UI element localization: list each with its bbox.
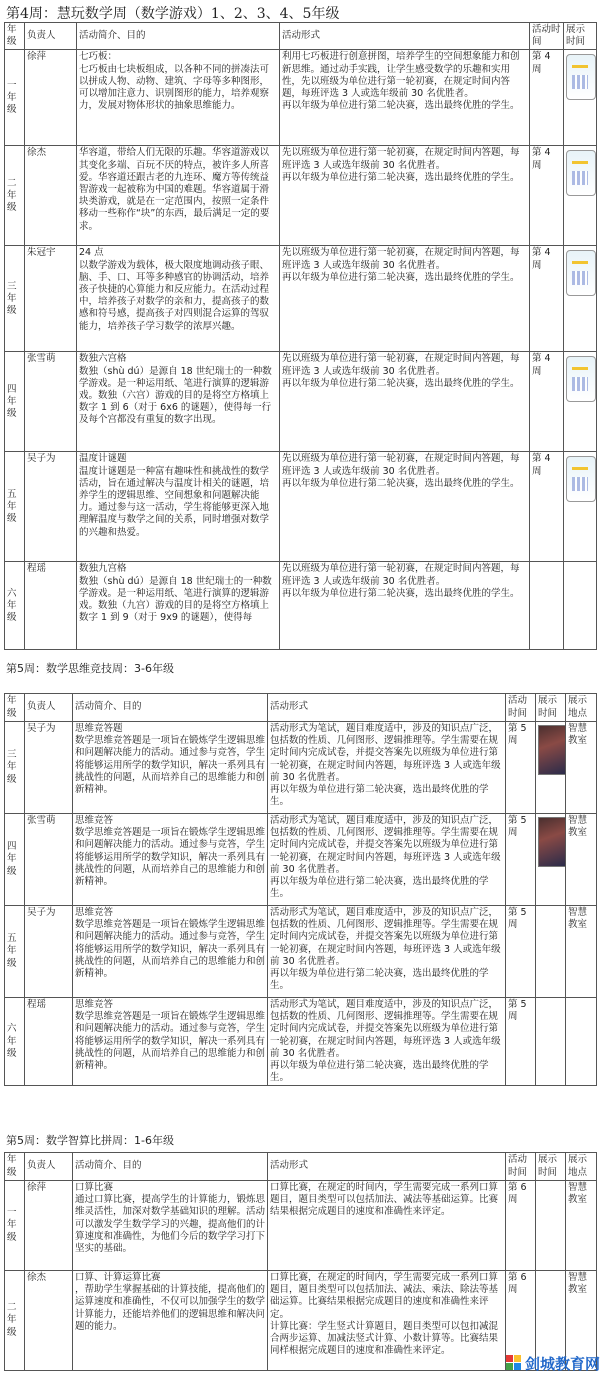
show-cell <box>536 998 566 1086</box>
table-row <box>5 246 597 352</box>
phone-screenshot-image <box>566 456 596 502</box>
header-owner: 负责人 <box>25 694 73 722</box>
owner-cell: 朱冠宇 <box>25 246 77 352</box>
grade-cell: 二年级 <box>5 146 25 246</box>
time-cell: 第 5 周 <box>506 998 536 1086</box>
time-cell: 第 4 周 <box>530 246 564 352</box>
grade-cell: 三年级 <box>5 722 25 814</box>
activity-intro: 数学思维竞答题是一项旨在锻炼学生逻辑思维和问题解决能力的活动。通过参与竞答，学生将能够运用所学的数学知识，解决一系列具有挑战性的问题，从而培养自己的思维能力和创新精神。 <box>75 735 266 796</box>
time-cell: 第 6 周 <box>506 1181 536 1271</box>
header-intro: 活动简介、目的 <box>77 23 280 50</box>
activity-name: 24 点 <box>79 247 104 259</box>
form-cell: 先以班级为单位进行第一轮初赛，在规定时间内答题，每班评选 3 人或选年级前 30 名优胜者。 再以年级为单位进行第二轮决赛，选出最终优胜的学生。 <box>280 246 530 352</box>
header-intro: 活动简介、目的 <box>73 694 268 722</box>
owner-cell: 徐萍 <box>25 50 77 146</box>
time-cell <box>530 562 564 650</box>
section-3-title: 第5周：数学智算比拼周：1-6年级 <box>6 1134 174 1147</box>
intro-cell <box>77 352 280 452</box>
owner-cell: 张雪萌 <box>25 352 77 452</box>
intro-cell <box>77 452 280 562</box>
intro-cell <box>73 814 268 906</box>
place-cell: 智慧教室 <box>566 1271 597 1371</box>
section-1-title: 第4周：慧玩数学周（数学游戏）1、2、3、4、5年级 <box>6 6 340 22</box>
table-row <box>5 452 597 562</box>
phone-screenshot-image <box>566 250 596 296</box>
event-photo-image <box>538 725 566 775</box>
form-cell: 口算比赛，在规定的时间内，学生需要完成一系列口算题目，题目类型可以包括加法、减法等基础运算。比赛结果根据完成题目的速度和准确性来评定。 <box>268 1181 506 1271</box>
activity-name: 口算比赛 <box>75 1182 114 1193</box>
time-cell: 第 4 周 <box>530 352 564 452</box>
activity-name: 温度计谜题 <box>79 453 127 465</box>
form-cell: 活动形式为笔试，题目难度适中，涉及的知识点广泛，包括数的性质、几何图形、逻辑推理等。学生需要在规定时间内完成试卷，并提交答案先以班级为单位进行第一轮初赛，在规定时间内答题，每班评选 3 人或选年级前 30 名优胜者。 再以年级为单位进行第二轮决赛，选出最终优胜的学生。 <box>268 814 506 906</box>
header-form: 活动形式 <box>280 23 530 50</box>
activity-name: 思维竞答 <box>75 999 114 1010</box>
show-cell <box>536 906 566 998</box>
grade-cell: 四年级 <box>5 352 25 452</box>
logo-icon <box>506 1355 522 1371</box>
place-cell <box>566 998 597 1086</box>
form-cell: 先以班级为单位进行第一轮初赛，在规定时间内答题，每班评选 3 人或选年级前 30 名优胜者。 再以年级为单位进行第二轮决赛，选出最终优胜的学生。 <box>280 352 530 452</box>
show-cell <box>536 814 566 906</box>
activity-intro: 温度计谜题是一种富有趣味性和挑战性的数学活动，旨在通过解决与温度计相关的谜题，培养学生的逻辑思维、空间想象和问题解决能力。通过参与这一活动，学生将能够更深入地理解温度与数学之间的关系，同时增强对数学的兴趣和热爱。 <box>79 465 270 538</box>
intro-cell <box>73 722 268 814</box>
place-cell: 智慧教室 <box>566 722 597 814</box>
show-cell <box>564 352 597 452</box>
table-row <box>5 352 597 452</box>
time-cell: 第 4 周 <box>530 146 564 246</box>
header-intro: 活动简介、目的 <box>73 1153 268 1181</box>
form-cell: 先以班级为单位进行第一轮初赛，在规定时间内答题，每班评选 3 人或选年级前 30 名优胜者。 再以年级为单位进行第二轮决赛，选出最终优胜的学生。 <box>280 452 530 562</box>
header-grade: 年级 <box>5 1153 25 1181</box>
table-row <box>5 722 597 814</box>
header-show-time: 展示时间 <box>536 694 566 722</box>
header-grade: 年级 <box>5 23 25 50</box>
activity-intro: 数独（shù dú）是源自 18 世纪瑞士的一种数学游戏。是一种运用纸、笔进行演算的逻辑游戏。数独（六宫）游戏的目的是将空方格填上数字 1 到 6（对于 6x6 的谜题），使得每一行及每个宫都没有重复的数字出现。 <box>79 365 272 426</box>
place-cell: 智慧教室 <box>566 1181 597 1271</box>
owner-cell: 程瑶 <box>25 562 77 650</box>
show-cell <box>536 722 566 814</box>
form-cell: 口算比赛，在规定的时间内，学生需要完成一系列口算题目，题目类型可以包括加法、减法、乘法、除法等基础运算。比赛结果根据完成题目的速度和准确性来评定。 计算比赛：学生竖式计算题目，题目类型可以包扣减混合两步运算、加减法竖式计算、小数计算等。比赛结果同样根据完成题目的速度和准确性来评定。 <box>268 1271 506 1371</box>
activity-intro: 七巧板由七块板组成，以各种不同的拼凑法可以拼成人物、动物、建筑、字母等多种图形，可以增加注意力、识别图形的能力，培养观察力，发展对物体形状的抽象思维能力。 <box>79 63 270 112</box>
show-cell <box>564 246 597 352</box>
phone-screenshot-image <box>566 54 596 100</box>
show-cell <box>564 562 597 650</box>
show-cell <box>564 452 597 562</box>
activity-intro: ，帮助学生掌握基础的计算技能，提高他们的运算速度和准确性，不仅可以加强学生的数学计算能力，还能培养他们的逻辑思维和解决问题的能力。 <box>75 1284 266 1332</box>
event-photo-image <box>538 817 566 867</box>
time-cell: 第 5 周 <box>506 814 536 906</box>
table-row <box>5 814 597 906</box>
grade-cell: 五年级 <box>5 906 25 998</box>
owner-cell: 徐杰 <box>25 146 77 246</box>
grade-cell: 五年级 <box>5 452 25 562</box>
header-time: 活动时间 <box>506 694 536 722</box>
phone-screenshot-image <box>566 150 596 196</box>
section-2-table <box>4 693 597 1086</box>
grade-cell: 一年级 <box>5 1181 25 1271</box>
time-cell: 第 6 周 <box>506 1271 536 1371</box>
place-cell: 智慧教室 <box>566 814 597 906</box>
form-cell: 先以班级为单位进行第一轮初赛，在规定时间内答题，每班评选 3 人或选年级前 30 名优胜者。 再以年级为单位进行第二轮决赛，选出最终优胜的学生。 <box>280 562 530 650</box>
grade-cell: 二年级 <box>5 1271 25 1371</box>
intro-cell <box>73 1271 268 1371</box>
watermark-logo <box>506 1352 600 1374</box>
header-owner: 负责人 <box>25 23 77 50</box>
time-cell: 第 5 周 <box>506 722 536 814</box>
activity-name: 数独九宫格 <box>79 563 127 575</box>
intro-cell <box>77 50 280 146</box>
owner-cell: 徐杰 <box>25 1271 73 1371</box>
owner-cell: 吴子为 <box>25 906 73 998</box>
time-cell: 第 5 周 <box>506 906 536 998</box>
table-row <box>5 50 597 146</box>
grade-cell: 四年级 <box>5 814 25 906</box>
grade-cell: 三年级 <box>5 246 25 352</box>
intro-cell <box>73 1181 268 1271</box>
logo-square-green <box>506 1363 513 1370</box>
header-form: 活动形式 <box>268 694 506 722</box>
table-header-row <box>5 694 597 722</box>
activity-intro: 以数学游戏为载体，极大限度地调动孩子眼、脑、手、口、耳等多种感官的协调活动，培养孩子快捷的心算能力和反应能力。在活动过程中，培养孩子对数学的亲和力，提高孩子的数感和符号感，提高孩子对四则混合运算的驾驭能力，培养孩子学习数学的浓厚兴趣。 <box>79 259 270 332</box>
intro-cell <box>77 146 280 246</box>
logo-square-yellow <box>514 1355 521 1362</box>
table-header-row <box>5 1153 597 1181</box>
section-2-title: 第5周：数学思维竞技周：3-6年级 <box>6 662 174 675</box>
header-time: 活动时间 <box>530 23 564 50</box>
owner-cell: 张雪萌 <box>25 814 73 906</box>
header-show-time: 展示时间 <box>536 1153 566 1181</box>
table-row <box>5 998 597 1086</box>
activity-intro: 通过口算比赛，提高学生的计算能力，锻炼思维灵活性，加深对数学基础知识的理解。活动可以激发学生数学学习的兴趣，提高他们的计算速度和准确性，为他们今后的数学学习打下坚实的基础。 <box>75 1194 266 1255</box>
header-form: 活动形式 <box>268 1153 506 1181</box>
activity-intro: 华容道，带给人们无限的乐趣。华容道游戏以其变化多端、百玩不厌的特点，被许多人所喜爱。华容道还跟古老的九连环、魔方等传统益智游戏一起被称为中国的难题。华容道属于滑块类游戏，就是在一定范围内，按照一定条件移动一些称作“块”的东西，最后满足一定的要求。 <box>79 147 270 232</box>
activity-intro: 数独（shù dú）是源自 18 世纪瑞士的一种数学游戏。是一种运用纸、笔进行演算的逻辑游戏。数独（九宫）游戏的目的是将空方格填上数字 1 到 9（对于 9x9 的谜题），使得每 <box>79 575 272 624</box>
section-1-table <box>4 22 597 650</box>
header-show-time: 展示时间 <box>564 23 597 50</box>
activity-name: 口算、计算运算比赛 <box>75 1272 161 1283</box>
owner-cell: 吴子为 <box>25 452 77 562</box>
form-cell: 活动形式为笔试，题目难度适中，涉及的知识点广泛，包括数的性质、几何图形、逻辑推理等。学生需要在规定时间内完成试卷，并提交答案先以班级为单位进行第一轮初赛，在规定时间内答题，每班评选 3 人或选年级前 30 名优胜者。 再以年级为单位进行第二轮决赛，选出最终优胜的学生。 <box>268 906 506 998</box>
intro-cell <box>77 562 280 650</box>
form-cell: 先以班级为单位进行第一轮初赛，在规定时间内答题，每班评选 3 人或选年级前 30 名优胜者。 再以年级为单位进行第二轮决赛，选出最终优胜的学生。 <box>280 146 530 246</box>
time-cell: 第 4 周 <box>530 452 564 562</box>
header-grade: 年级 <box>5 694 25 722</box>
header-place: 展示地点 <box>566 1153 597 1181</box>
intro-cell <box>77 246 280 352</box>
table-row <box>5 562 597 650</box>
place-cell: 智慧教室 <box>566 906 597 998</box>
activity-name: 七巧板： <box>79 51 118 63</box>
intro-cell <box>73 998 268 1086</box>
show-cell <box>564 50 597 146</box>
table-row <box>5 1181 597 1271</box>
grade-cell: 一年级 <box>5 50 25 146</box>
header-place: 展示地点 <box>566 694 597 722</box>
intro-cell <box>73 906 268 998</box>
form-cell: 活动形式为笔试，题目难度适中，涉及的知识点广泛，包括数的性质、几何图形、逻辑推理等。学生需要在规定时间内完成试卷，并提交答案先以班级为单位进行第一轮初赛，在规定时间内答题，每班评选 3 人或选年级前 30 名优胜者。 再以年级为单位进行第二轮决赛，选出最终优胜的学生。 <box>268 722 506 814</box>
form-cell: 利用七巧板进行创意拼图，培养学生的空间想象能力和创新思维。通过动手实践，让学生感受数学的乐趣和实用性，先以班级为单位进行第一轮初赛，在规定时间内答题，每班评选 3 人或选年级前 30 名优胜者。 再以年级为单位进行第二轮决赛，选出最终优胜的学生。 <box>280 50 530 146</box>
form-cell: 活动形式为笔试，题目难度适中，涉及的知识点广泛，包括数的性质、几何图形、逻辑推理等。学生需要在规定时间内完成试卷，并提交答案先以班级为单位进行第一轮初赛，在规定时间内答题，每班评选 3 人或选年级前 30 名优胜者。 再以年级为单位进行第二轮决赛，选出最终优胜的学生。 <box>268 998 506 1086</box>
header-time: 活动时间 <box>506 1153 536 1181</box>
logo-square-blue <box>514 1363 521 1370</box>
grade-cell: 六年级 <box>5 998 25 1086</box>
activity-intro: 数学思维竞答题是一项旨在锻炼学生逻辑思维和问题解决能力的活动。通过参与竞答，学生将能够运用所学的数学知识，解决一系列具有挑战性的问题，从而培养自己的思维能力和创新精神。 <box>75 1011 266 1072</box>
table-header-row <box>5 23 597 50</box>
activity-name: 思维竞答题 <box>75 723 123 734</box>
table-row <box>5 146 597 246</box>
owner-cell: 徐萍 <box>25 1181 73 1271</box>
activity-intro: 数学思维竞答题是一项旨在锻炼学生逻辑思维和问题解决能力的活动。通过参与竞答，学生将能够运用所学的数学知识，解决一系列具有挑战性的问题，从而培养自己的思维能力和创新精神。 <box>75 919 266 980</box>
phone-screenshot-image <box>566 356 596 402</box>
header-owner: 负责人 <box>25 1153 73 1181</box>
section-3-table <box>4 1152 597 1371</box>
grade-cell: 六年级 <box>5 562 25 650</box>
activity-name: 思维竞答 <box>75 907 114 918</box>
owner-cell: 吴子为 <box>25 722 73 814</box>
logo-square-red <box>506 1355 513 1362</box>
show-cell <box>536 1181 566 1271</box>
activity-name: 思维竞答 <box>75 815 114 826</box>
logo-text: 剑城教育网 <box>525 1354 600 1373</box>
time-cell: 第 4 周 <box>530 50 564 146</box>
activity-name: 数独六宫格 <box>79 353 127 365</box>
activity-intro: 数学思维竞答题是一项旨在锻炼学生逻辑思维和问题解决能力的活动。通过参与竞答，学生将能够运用所学的数学知识，解决一系列具有挑战性的问题，从而培养自己的思维能力和创新精神。 <box>75 827 266 888</box>
table-row <box>5 906 597 998</box>
show-cell <box>564 146 597 246</box>
owner-cell: 程瑶 <box>25 998 73 1086</box>
